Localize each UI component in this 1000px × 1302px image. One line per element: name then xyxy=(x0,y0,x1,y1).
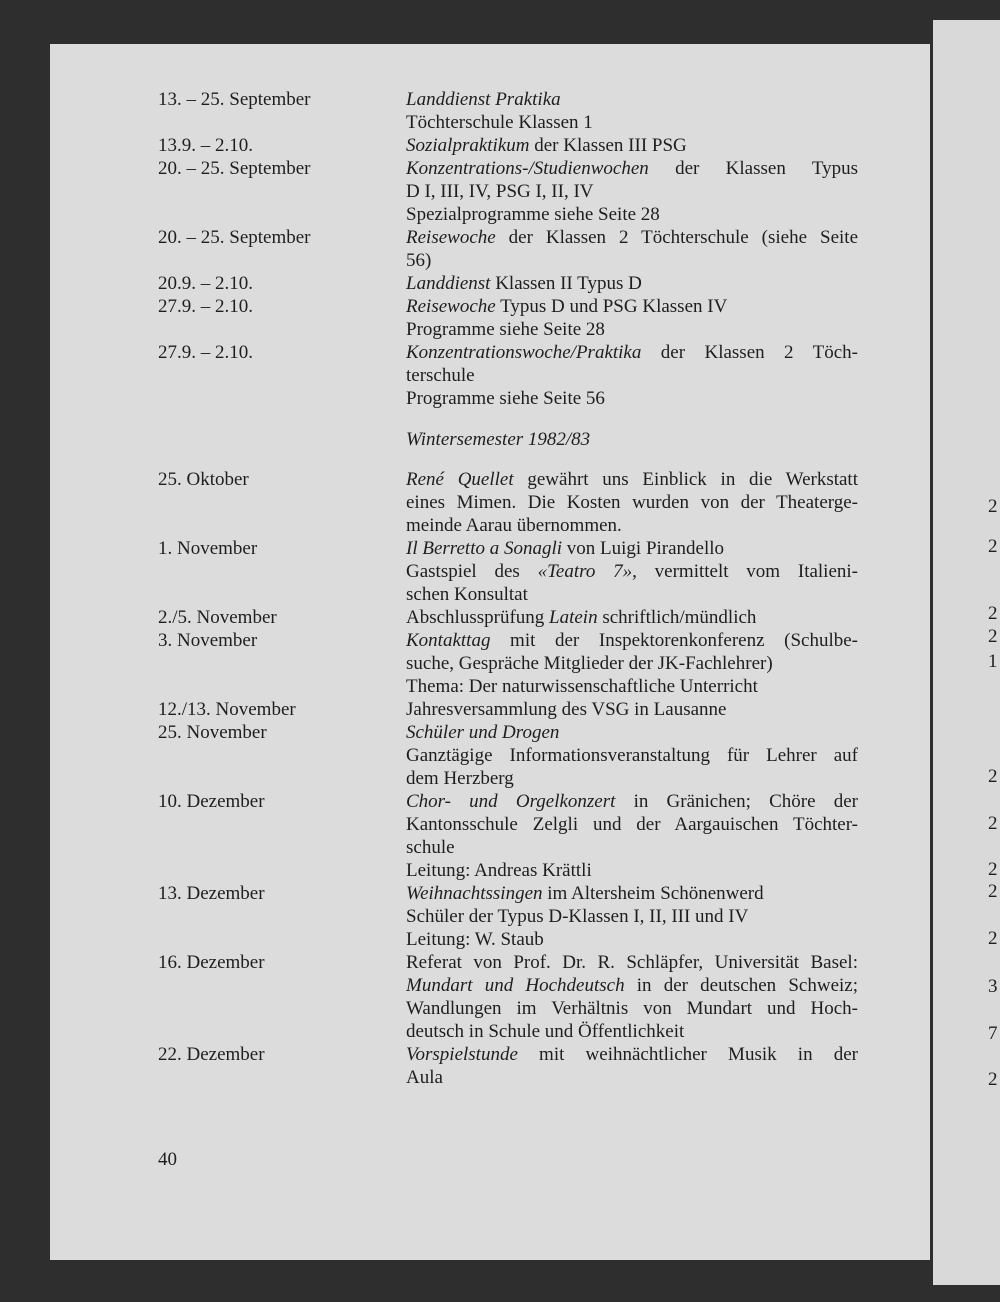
date-empty xyxy=(158,859,406,882)
schedule-line xyxy=(158,514,858,537)
date-empty xyxy=(158,928,406,951)
right-page-fragment: 2 xyxy=(988,496,998,517)
schedule-line xyxy=(158,928,858,951)
italic-title: Reisewoche xyxy=(406,296,496,317)
text-segment: Töchterschule Klassen 1 xyxy=(406,112,593,133)
entry-text xyxy=(406,537,858,560)
entry-date: 16. Dezember xyxy=(158,952,265,973)
date-empty xyxy=(158,318,406,341)
text-segment: schule xyxy=(406,837,455,858)
entry-date: 20. – 25. September xyxy=(158,158,311,179)
schedule-line xyxy=(158,974,858,997)
date-empty xyxy=(158,675,406,698)
right-page-edge xyxy=(933,20,1000,1285)
text-segment: Referat von Prof. Dr. R. Schläpfer, Universität Basel: xyxy=(406,952,858,973)
entry-text xyxy=(406,341,858,364)
right-page-fragment: 2 xyxy=(988,881,998,902)
schedule-line xyxy=(158,272,858,295)
date-empty xyxy=(158,813,406,836)
date-empty xyxy=(158,836,406,859)
schedule-line xyxy=(158,859,858,882)
entry-text xyxy=(406,790,858,813)
entry-text xyxy=(406,721,858,744)
entry-date: 25. November xyxy=(158,722,267,743)
date-empty xyxy=(158,387,406,410)
text-segment: Schüler der Typus D-Klassen I, II, III und IV xyxy=(406,906,749,927)
entry-date: 22. Dezember xyxy=(158,1044,265,1065)
text-segment: Jahresversammlung des VSG in Lausanne xyxy=(406,699,727,720)
entry-text xyxy=(406,295,858,318)
schedule-line xyxy=(158,364,858,387)
entry-text xyxy=(406,180,858,203)
schedule-line xyxy=(158,1043,858,1066)
date-empty xyxy=(158,514,406,537)
date-empty xyxy=(158,583,406,606)
entry-text xyxy=(406,675,858,698)
italic-title: Weihnachtssingen xyxy=(406,883,543,904)
section-heading-row xyxy=(158,428,858,451)
text-segment: Aula xyxy=(406,1067,443,1088)
schedule-line xyxy=(158,882,858,905)
schedule-line xyxy=(158,318,858,341)
entry-text xyxy=(406,560,858,583)
italic-title: Mundart und Hochdeutsch xyxy=(406,975,625,996)
text-segment: der Klassen Typus xyxy=(648,158,858,179)
text-segment: deutsch in Schule und Öffentlichkeit xyxy=(406,1021,685,1042)
italic-title: Il Berretto a Sonagli xyxy=(406,538,563,559)
schedule-line xyxy=(158,767,858,790)
italic-title: Sozialpraktikum xyxy=(406,135,530,156)
date-empty xyxy=(158,767,406,790)
schedule-line xyxy=(158,997,858,1020)
italic-title: Chor- und Orgelkonzert xyxy=(406,791,616,812)
text-segment: dem Herzberg xyxy=(406,768,514,789)
schedule-line xyxy=(158,468,858,491)
schedule-winter xyxy=(158,468,858,1089)
date-empty xyxy=(158,905,406,928)
entry-text xyxy=(406,974,858,997)
schedule-line xyxy=(158,249,858,272)
text-segment: der Klassen 2 Töch- xyxy=(641,342,858,363)
entry-text xyxy=(406,652,858,675)
entry-text xyxy=(406,583,858,606)
italic-title: Konzentrationswoche/Praktika xyxy=(406,342,642,363)
right-page-fragment: 2 xyxy=(988,766,998,787)
date-empty xyxy=(158,364,406,387)
entry-text xyxy=(406,387,858,410)
schedule-line xyxy=(158,606,858,629)
text-segment: mit der Inspektorenkonferenz (Schulbe- xyxy=(490,630,858,651)
entry-date: 10. Dezember xyxy=(158,791,265,812)
schedule-line xyxy=(158,203,858,226)
entry-text xyxy=(406,134,858,157)
text-segment: Abschlussprüfung xyxy=(406,607,550,628)
entry-text xyxy=(406,249,858,272)
date-empty xyxy=(158,491,406,514)
entry-text xyxy=(406,813,858,836)
text-segment: der Klassen 2 Töchterschule (siehe Seite xyxy=(495,227,858,248)
entry-date: 2./5. November xyxy=(158,607,277,628)
text-segment: Leitung: Andreas Krättli xyxy=(406,860,592,881)
italic-title: Landdienst xyxy=(406,273,491,294)
schedule-line xyxy=(158,387,858,410)
italic-title: Vorspielstunde xyxy=(406,1044,518,1065)
entry-date: 20. – 25. September xyxy=(158,227,311,248)
text-segment: von Luigi Pirandello xyxy=(562,538,725,559)
entry-text xyxy=(406,1066,858,1089)
date-empty xyxy=(158,203,406,226)
text-segment: vermittelt vom Italieni- xyxy=(636,561,858,582)
italic-title: Latein xyxy=(549,607,598,628)
entry-date: 13. – 25. September xyxy=(158,89,311,110)
entry-text xyxy=(406,629,858,652)
schedule xyxy=(158,88,858,1089)
entry-text xyxy=(406,836,858,859)
right-page-fragment: 7 xyxy=(988,1023,998,1044)
entry-text xyxy=(406,203,858,226)
italic-title: Kontakttag xyxy=(406,630,491,651)
entry-text xyxy=(406,364,858,387)
schedule-line xyxy=(158,698,858,721)
schedule-autumn xyxy=(158,88,858,410)
entry-text xyxy=(406,997,858,1020)
right-page-fragment: 1 xyxy=(988,651,998,672)
schedule-line xyxy=(158,157,858,180)
schedule-line xyxy=(158,790,858,813)
schedule-line xyxy=(158,134,858,157)
entry-text xyxy=(406,226,858,249)
entry-text xyxy=(406,1043,858,1066)
entry-text xyxy=(406,514,858,537)
date-empty xyxy=(158,974,406,997)
entry-text xyxy=(406,272,858,295)
schedule-line xyxy=(158,295,858,318)
text-segment: in Gränichen; Chöre der xyxy=(615,791,858,812)
entry-date: 25. Oktober xyxy=(158,469,249,490)
schedule-line xyxy=(158,721,858,744)
date-empty xyxy=(158,652,406,675)
italic-title: Reisewoche xyxy=(406,227,496,248)
entry-date: 20.9. – 2.10. xyxy=(158,273,253,294)
schedule-line xyxy=(158,583,858,606)
entry-date: 3. November xyxy=(158,630,258,651)
text-segment: 56) xyxy=(406,250,432,271)
right-page-fragment: 2 xyxy=(988,859,998,880)
entry-text xyxy=(406,951,858,974)
italic-title: Landdienst Praktika xyxy=(406,89,561,110)
text-segment: Programme siehe Seite 28 xyxy=(406,319,605,340)
text-segment: terschule xyxy=(406,365,475,386)
date-empty xyxy=(158,744,406,767)
entry-text xyxy=(406,318,858,341)
page-number: 40 xyxy=(158,1149,177,1170)
text-segment: mit weihnächtlicher Musik in der xyxy=(517,1044,858,1065)
entry-text xyxy=(406,491,858,514)
right-page-fragment: 2 xyxy=(988,813,998,834)
text-segment: in der deutschen Schweiz; xyxy=(624,975,858,996)
schedule-line xyxy=(158,111,858,134)
text-segment: Klassen II Typus D xyxy=(490,273,642,294)
text-segment: Ganztägige Informationsveranstaltung für Lehrer auf xyxy=(406,745,858,766)
schedule-line xyxy=(158,180,858,203)
spacer xyxy=(158,451,858,468)
entry-date: 1. November xyxy=(158,538,258,559)
text-segment: Leitung: W. Staub xyxy=(406,929,544,950)
italic-title: René Quellet xyxy=(406,469,514,490)
italic-title: Schüler und Drogen xyxy=(406,722,560,743)
schedule-line xyxy=(158,652,858,675)
text-segment: Wandlungen im Verhältnis von Mundart und Hoch- xyxy=(406,998,858,1019)
schedule-line xyxy=(158,88,858,111)
text-segment: Typus D und PSG Klassen IV xyxy=(495,296,728,317)
schedule-line xyxy=(158,836,858,859)
section-heading: Wintersemester 1982/83 xyxy=(406,429,591,450)
italic-title: «Teatro 7», xyxy=(537,561,637,582)
entry-text xyxy=(406,111,858,134)
entry-date: 13. Dezember xyxy=(158,883,265,904)
schedule-line xyxy=(158,629,858,652)
text-segment: meinde Aarau übernommen. xyxy=(406,515,622,536)
text-segment: der Klassen III PSG xyxy=(529,135,687,156)
date-empty xyxy=(158,180,406,203)
date-empty xyxy=(158,111,406,134)
schedule-line xyxy=(158,560,858,583)
text-segment: Kantonsschule Zelgli und der Aargauischen Töchter- xyxy=(406,814,858,835)
entry-text xyxy=(406,468,858,491)
entry-date: 13.9. – 2.10. xyxy=(158,135,253,156)
entry-text xyxy=(406,767,858,790)
entry-text xyxy=(406,88,858,111)
text-segment: Programme siehe Seite 56 xyxy=(406,388,605,409)
date-empty xyxy=(158,1020,406,1043)
right-page-fragment: 2 xyxy=(988,1069,998,1090)
spacer xyxy=(158,410,858,428)
text-segment: schriftlich/mündlich xyxy=(597,607,757,628)
text-segment: suche, Gespräche Mitglieder der JK-Fachlehrer) xyxy=(406,653,773,674)
right-page-fragment: 2 xyxy=(988,603,998,624)
text-segment: schen Konsultat xyxy=(406,584,528,605)
text-segment: Spezialprogramme siehe Seite 28 xyxy=(406,204,660,225)
entry-date: 27.9. – 2.10. xyxy=(158,296,253,317)
entry-text xyxy=(406,157,858,180)
entry-date: 12./13. November xyxy=(158,699,296,720)
text-segment: Thema: Der naturwissenschaftliche Unterricht xyxy=(406,676,758,697)
entry-text xyxy=(406,1020,858,1043)
date-empty xyxy=(158,1066,406,1089)
right-page-fragment: 2 xyxy=(988,928,998,949)
date-empty xyxy=(158,249,406,272)
text-segment: Gastspiel des xyxy=(406,561,538,582)
entry-text xyxy=(406,928,858,951)
right-page-fragment: 2 xyxy=(988,626,998,647)
date-empty xyxy=(158,997,406,1020)
schedule-line xyxy=(158,491,858,514)
entry-text xyxy=(406,698,858,721)
entry-text xyxy=(406,606,858,629)
entry-text xyxy=(406,882,858,905)
schedule-line xyxy=(158,341,858,364)
schedule-line xyxy=(158,675,858,698)
text-segment: gewährt uns Einblick in die Werkstatt xyxy=(513,469,858,490)
schedule-line xyxy=(158,951,858,974)
entry-text xyxy=(406,905,858,928)
schedule-line xyxy=(158,1020,858,1043)
italic-title: Konzentrations-/Studienwochen xyxy=(406,158,649,179)
schedule-line xyxy=(158,813,858,836)
text-segment: im Altersheim Schönenwerd xyxy=(542,883,764,904)
date-empty xyxy=(158,560,406,583)
schedule-line xyxy=(158,905,858,928)
schedule-line xyxy=(158,537,858,560)
right-page-fragment: 2 xyxy=(988,536,998,557)
text-segment: D I, III, IV, PSG I, II, IV xyxy=(406,181,594,202)
right-page-fragment: 3 xyxy=(988,976,998,997)
entry-text xyxy=(406,744,858,767)
schedule-line xyxy=(158,226,858,249)
entry-date: 27.9. – 2.10. xyxy=(158,342,253,363)
entry-text xyxy=(406,859,858,882)
text-segment: eines Mimen. Die Kosten wurden von der Theaterge- xyxy=(406,492,858,513)
schedule-line xyxy=(158,1066,858,1089)
schedule-line xyxy=(158,744,858,767)
